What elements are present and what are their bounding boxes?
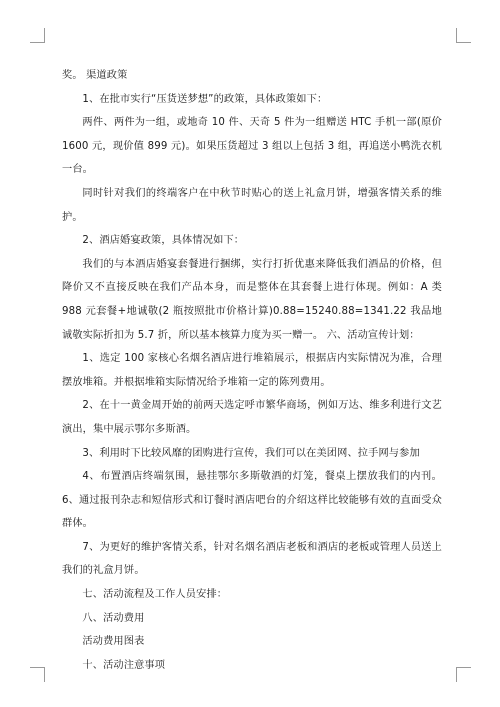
paragraph: 我们的与本酒店婚宴套餐进行捆绑，实行打折优惠来降低我们酒品的价格，但降价又不直接反映在我们产品本身，而是整体在其套餐上进行体现。例如：A 类 988 元套餐+地诚敬(2 瓶按照批市价格计算)0.88=15240.88=1341.22 我品地诚敬实际折扣为 5.7 折，所以基本核算力度为买一赠一。 六、活动宣传计划：	[62, 258, 442, 341]
crop-mark-top-left	[30, 28, 45, 43]
paragraph: 2、酒店婚宴政策，具体情况如下：	[82, 235, 245, 247]
paragraph: 3、利用时下比较风靡的团购进行宣传，我们可以在美团网、拉手网与参加	[82, 447, 420, 459]
paragraph: 7、为更好的维护客情关系，针对名烟名酒店老板和酒店的老板或管理人员送上我们的礼盒月饼。	[62, 541, 442, 577]
crop-mark-bottom-right	[456, 667, 471, 682]
paragraph: 奖。 渠道政策	[62, 70, 128, 81]
paragraph: 2、在十一黄金周开始的前两天选定呼市繁华商场，例如万达、维多利进行文艺演出，集中展示鄂尔多斯酒。	[62, 400, 442, 435]
paragraph: 1、选定 100 家核心名烟名酒店进行堆箱展示，根据店内实际情况为准，合理摆放堆箱。并根据堆箱实际情况给予堆箱一定的陈列费用。	[62, 353, 442, 388]
paragraph: 4、布置酒店终端氛围，悬挂鄂尔多斯敬酒的灯笼，餐桌上摆放我们的内刊。 6、通过报刊杂志和短信形式和订餐时酒店吧台的介绍这样比较能够有效的直面受众群体。	[62, 471, 442, 530]
crop-mark-top-right	[456, 28, 471, 43]
document-body	[62, 64, 442, 677]
paragraph: 七、活动流程及工作人员安排：	[82, 589, 228, 601]
paragraph: 活动费用图表	[82, 636, 145, 648]
paragraph: 八、活动费用	[82, 612, 145, 624]
paragraph: 1、在批市实行“压货送梦想”的政策，具体政策如下：	[82, 93, 328, 105]
crop-mark-bottom-left	[30, 667, 45, 682]
paragraph: 十、活动注意事项	[82, 659, 166, 671]
paragraph: 两件、两件为一组，或地奇 10 件、天奇 5 件为一组赠送 HTC 手机一部(原价 1600 元，现价值 899 元)。如果压货超过 3 组以上包括 3 组，再追送小鸭洗衣机一台。	[62, 117, 442, 176]
paragraph: 同时针对我们的终端客户在中秋节时贴心的送上礼盒月饼，增强客情关系的维护。	[62, 187, 442, 223]
